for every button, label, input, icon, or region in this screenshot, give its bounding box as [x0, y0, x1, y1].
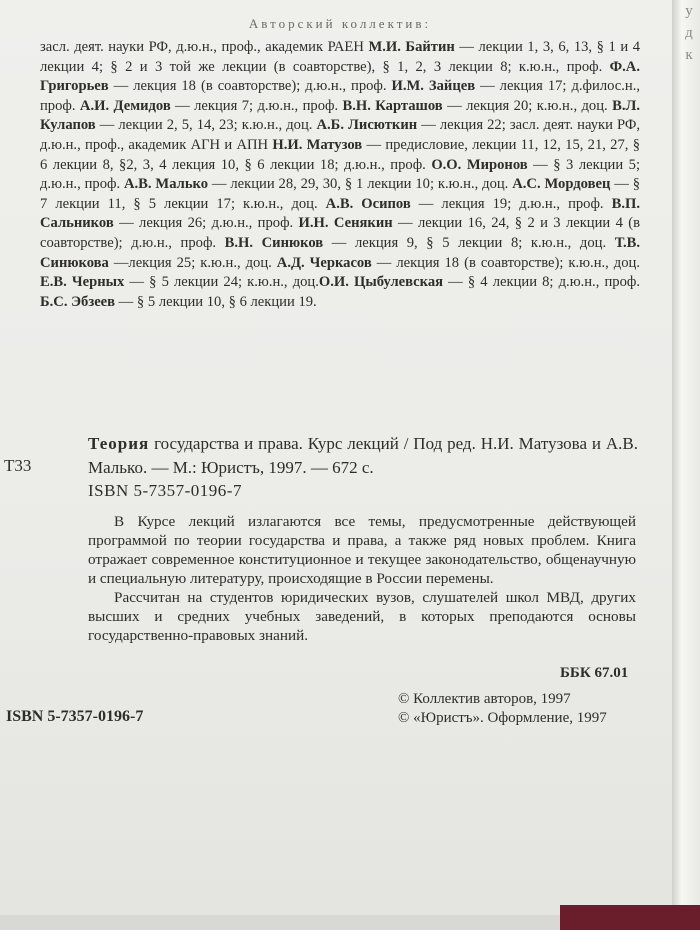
- author-name: А.В. Малько: [123, 176, 209, 193]
- author-name: В.П. Сальников: [40, 195, 640, 232]
- author-name: М.И. Байтин: [368, 39, 455, 55]
- author-name: А.Б. Лисюткин: [316, 117, 418, 134]
- author-contribution: — § 4 лекции 8; д.ю.н., проф.: [443, 274, 640, 291]
- author-contribution: — лекция 18 (в соавторстве); д.ю.н., проф.: [108, 78, 392, 95]
- author-contribution: — лекция 9, § 5 лекции 8; к.ю.н., доц.: [323, 234, 615, 251]
- copyright-line-1: © Коллектив авторов, 1997: [398, 691, 571, 707]
- spine-text: у д к: [685, 3, 693, 63]
- author-name: А.В. Осипов: [325, 195, 411, 212]
- author-name: Т.В. Синюкова: [40, 234, 641, 271]
- author-contribution: — лекции 2, 5, 14, 23; к.ю.н., доц.: [95, 117, 317, 134]
- author-name: О.О. Миронов: [431, 156, 528, 173]
- author-contribution: засл. деят. науки РФ, д.ю.н., проф., академик РАЕН: [40, 39, 369, 55]
- author-contribution: — лекция 19; д.ю.н., проф.: [410, 195, 612, 212]
- abstract-paragraph-1: В Курсе лекций излагаются все темы, предусмотренные действующей программой по теории государства и права, а также ряд новых проблем. Книга отражает современное конституционное и текущее законодательство, общенаучную и специальную литературу, происходящие в России перемены.: [88, 513, 636, 587]
- author-contribution: — лекции 16, 24, § 2 и 3 лекции 4 (в соавторстве); д.ю.н., проф.: [40, 215, 640, 251]
- author-contribution: —лекция 25; к.ю.н., доц.: [108, 254, 277, 271]
- isbn-bottom: ISBN 5-7357-0196-7: [6, 708, 144, 725]
- author-contribution: — лекция 22; засл. деят. науки РФ, д.ю.н., проф., академик АГН и АПН: [40, 117, 641, 153]
- catalog-title-lead: Теория: [88, 434, 150, 453]
- author-name: Н.И. Матузов: [272, 136, 363, 153]
- author-name: И.Н. Сенякин: [298, 215, 393, 232]
- author-contribution: — лекция 26; д.ю.н., проф.: [113, 215, 299, 232]
- book-abstract: [88, 512, 636, 645]
- author-contribution: — лекции 1, 3, 6, 13, § 1 и 4 лекции 4; § 2 и 3 той же лекции (в соавторстве), § 1, 2, 3 лекции 8; к.ю.н., проф.: [40, 39, 640, 75]
- catalog-entry: [88, 432, 638, 479]
- author-contribution: — § 7 лекции 11, § 5 лекции 17; к.ю.н., доц.: [40, 176, 640, 212]
- author-contribution: — лекции 28, 29, 30, § 1 лекции 10; к.ю.н., доц.: [208, 176, 513, 193]
- authors-list: [40, 38, 640, 312]
- author-contribution: — лекция 18 (в соавторстве); к.ю.н., доц.: [371, 254, 640, 271]
- author-name: О.И. Цыбулевская: [318, 274, 444, 291]
- author-contribution: — лекция 7; д.ю.н., проф.: [170, 97, 343, 114]
- author-name: А.Д. Черкасов: [276, 254, 372, 271]
- catalog-isbn: ISBN 5-7357-0196-7: [88, 481, 242, 500]
- authors-header: Авторский коллектив:: [248, 16, 432, 31]
- author-name: Е.В. Черных: [40, 274, 125, 291]
- page-bottom-edge: [0, 915, 560, 930]
- author-name: В.Н. Синюков: [224, 234, 324, 251]
- bbk-code: ББК 67.01: [560, 665, 629, 681]
- author-name: И.М. Зайцев: [391, 78, 476, 95]
- author-contribution: — § 5 лекции 24; к.ю.н., доц.: [124, 274, 319, 291]
- author-contribution: — лекция 17; д.филос.н., проф.: [40, 78, 640, 114]
- copyright-block: [398, 690, 607, 728]
- catalog-code: Т33: [4, 456, 32, 475]
- author-contribution: — § 3 лекции 5; д.ю.н., проф.: [40, 156, 640, 193]
- author-name: А.И. Демидов: [79, 97, 171, 114]
- author-contribution: — § 5 лекции 10, § 6 лекции 19.: [115, 293, 317, 310]
- author-contribution: — лекция 20; к.ю.н., доц.: [442, 97, 613, 114]
- copyright-line-2: © «Юристъ». Оформление, 1997: [398, 710, 607, 726]
- author-name: А.С. Мордовец: [512, 176, 611, 193]
- author-name: Б.С. Эбзеев: [40, 293, 116, 310]
- cover-edge: [560, 905, 700, 930]
- author-contribution: — предисловие, лекции 11, 12, 15, 21, 27, § 6 лекции 8, §2, 3, 4 лекция 10, § 6 лекции 18; д.ю.н., проф.: [40, 136, 640, 173]
- catalog-title-rest: государства и права. Курс лекций / Под ред. Н.И. Матузова и А.В. Малько. — М.: Юристъ, 1997. — 672 с.: [88, 434, 638, 477]
- author-name: Ф.А. Григорьев: [40, 58, 640, 95]
- abstract-paragraph-2: Рассчитан на студентов юридических вузов, слушателей школ МВД, других высших и средних учебных заведений, в которых преподаются основы государственно-правовых знаний.: [88, 589, 636, 644]
- book-spine: [672, 0, 700, 930]
- author-name: В.Н. Карташов: [342, 97, 443, 114]
- author-name: В.Л. Кулапов: [40, 97, 640, 134]
